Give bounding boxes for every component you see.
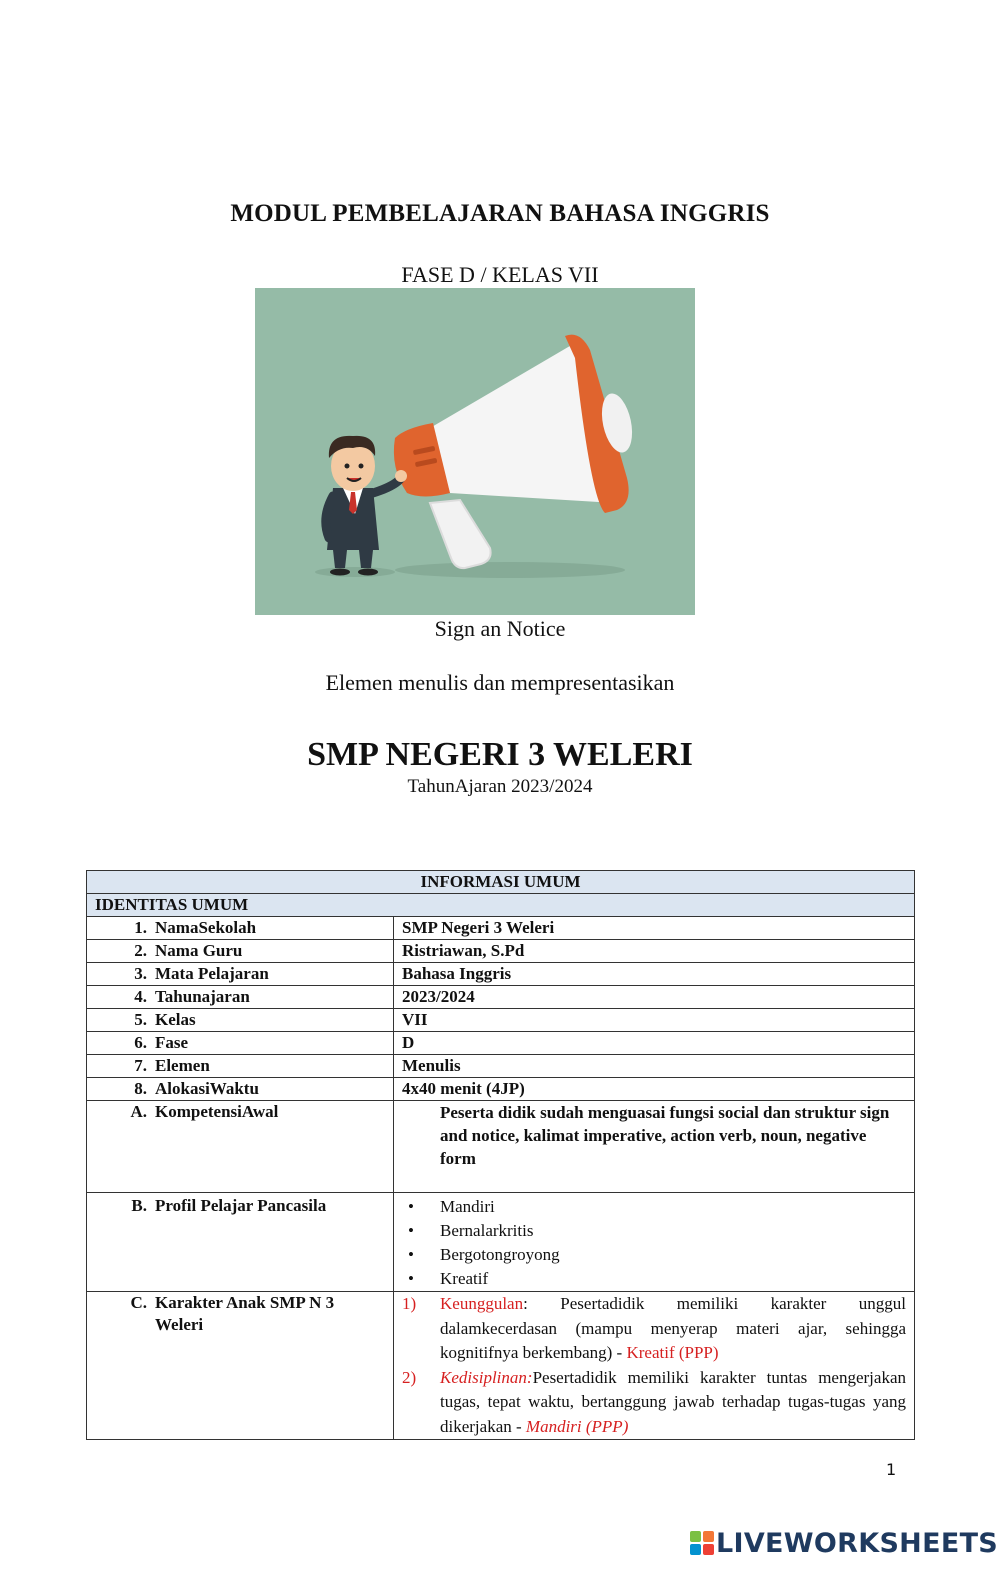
row-value: Ristriawan, S.Pd [394, 940, 915, 963]
karakter-item [402, 1366, 906, 1440]
row-number: 4. [134, 987, 147, 1006]
row-number: 6. [134, 1033, 147, 1052]
row-value: SMP Negeri 3 Weleri [394, 917, 915, 940]
table-row [87, 940, 915, 963]
row-number: 2. [134, 941, 147, 960]
row-number: 3. [134, 964, 147, 983]
table-row [87, 963, 915, 986]
table-subheader-row [87, 894, 915, 917]
liveworksheets-logo-icon [690, 1531, 714, 1555]
section-label: KompetensiAwal [155, 1102, 279, 1121]
row-label: AlokasiWaktu [155, 1079, 259, 1098]
item-keyword: Keunggulan [440, 1294, 524, 1313]
item-text: Pesertadidik memiliki karakter tuntas mengerjakan tugas, tepat waktu, bertanggung jawab terhadap tugas-tugas yang dikerjakan - [440, 1367, 906, 1436]
row-value: 2023/2024 [394, 986, 915, 1009]
karakter-item: 1) Keunggulan: Pesertadidik memiliki karakter unggul dalamkecerdasan (mampu menyerap materi ajar, sehingga kognitifnya berkembang) - Kreatif (PPP) [402, 1294, 906, 1362]
item-keyword: Kedisiplinan: [440, 1367, 533, 1387]
row-label: Nama Guru [155, 941, 243, 960]
table-row [87, 1055, 915, 1078]
section-letter: A. [130, 1102, 147, 1121]
profil-row [87, 1193, 915, 1292]
row-value: Bahasa Inggris [394, 963, 915, 986]
academic-year: TahunAjaran 2023/2024 [407, 776, 593, 797]
row-number: 1. [134, 918, 147, 937]
elemen-text: Elemen menulis dan mempresentasikan [325, 670, 675, 695]
row-label: NamaSekolah [155, 918, 257, 937]
row-number: 7. [134, 1056, 147, 1075]
info-table [86, 870, 915, 1440]
section-letter: B. [131, 1196, 147, 1215]
row-label: Elemen [155, 1056, 210, 1075]
section-letter: C. [130, 1293, 147, 1312]
table-row [87, 1078, 915, 1101]
megaphone-illustration [255, 288, 695, 615]
item-text: Pesertadidik memiliki karakter unggul dalamkecerdasan (mampu menyerap materi ajar, sehingga kognitifnya berkembang) - [440, 1294, 906, 1362]
row-number: 8. [134, 1079, 147, 1098]
kompetensi-text: Peserta didik sudah menguasai fungsi social dan struktur sign and notice, kalimat imperative, action verb, noun, negative form [394, 1101, 915, 1193]
table-row [87, 1009, 915, 1032]
item-tag: Kreatif (PPP) [626, 1343, 719, 1362]
item-tag: Mandiri (PPP) [525, 1416, 629, 1436]
row-number: 5. [134, 1010, 147, 1029]
table-subheader: IDENTITAS UMUM [87, 894, 915, 917]
row-value: VII [394, 1009, 915, 1032]
list-item: • Kreatif [402, 1267, 906, 1291]
row-value: D [394, 1032, 915, 1055]
row-value: 4x40 menit (4JP) [394, 1078, 915, 1101]
section-label: Profil Pelajar Pancasila [155, 1196, 327, 1215]
page-number: 1 [886, 1460, 897, 1479]
row-label: Fase [155, 1033, 189, 1052]
document-title: MODUL PEMBELAJARAN BAHASA INGGRIS [230, 200, 770, 227]
watermark [690, 1526, 998, 1560]
item-number: 1) [402, 1294, 417, 1313]
table-header-row [87, 871, 915, 894]
kompetensi-row [87, 1101, 915, 1193]
row-label: Tahunajaran [155, 987, 250, 1006]
table-header: INFORMASI UMUM [87, 871, 915, 894]
table-row [87, 986, 915, 1009]
profil-list [402, 1195, 906, 1291]
table-row [87, 917, 915, 940]
list-item: • Bernalarkritis [402, 1219, 906, 1243]
list-item: • Bergotongroyong [402, 1243, 906, 1267]
fase-label: FASE D / KELAS VII [401, 262, 599, 287]
illustration-caption: Sign an Notice [434, 616, 566, 641]
school-name: SMP NEGERI 3 WELERI [307, 736, 693, 773]
item-number: 2) [402, 1367, 417, 1387]
bullet-icon: • [408, 1269, 414, 1288]
karakter-row [87, 1292, 915, 1440]
row-value: Menulis [394, 1055, 915, 1078]
bullet-icon: • [408, 1197, 414, 1216]
section-label: Karakter Anak SMP N 3 Weleri [155, 1293, 335, 1334]
list-item: • Mandiri [402, 1195, 906, 1219]
row-label: Mata Pelajaran [155, 964, 269, 983]
watermark-text: LIVEWORKSHEETS [716, 1527, 999, 1559]
bullet-icon: • [408, 1221, 414, 1240]
table-row [87, 1032, 915, 1055]
bullet-icon: • [408, 1245, 414, 1264]
row-label: Kelas [155, 1010, 196, 1029]
